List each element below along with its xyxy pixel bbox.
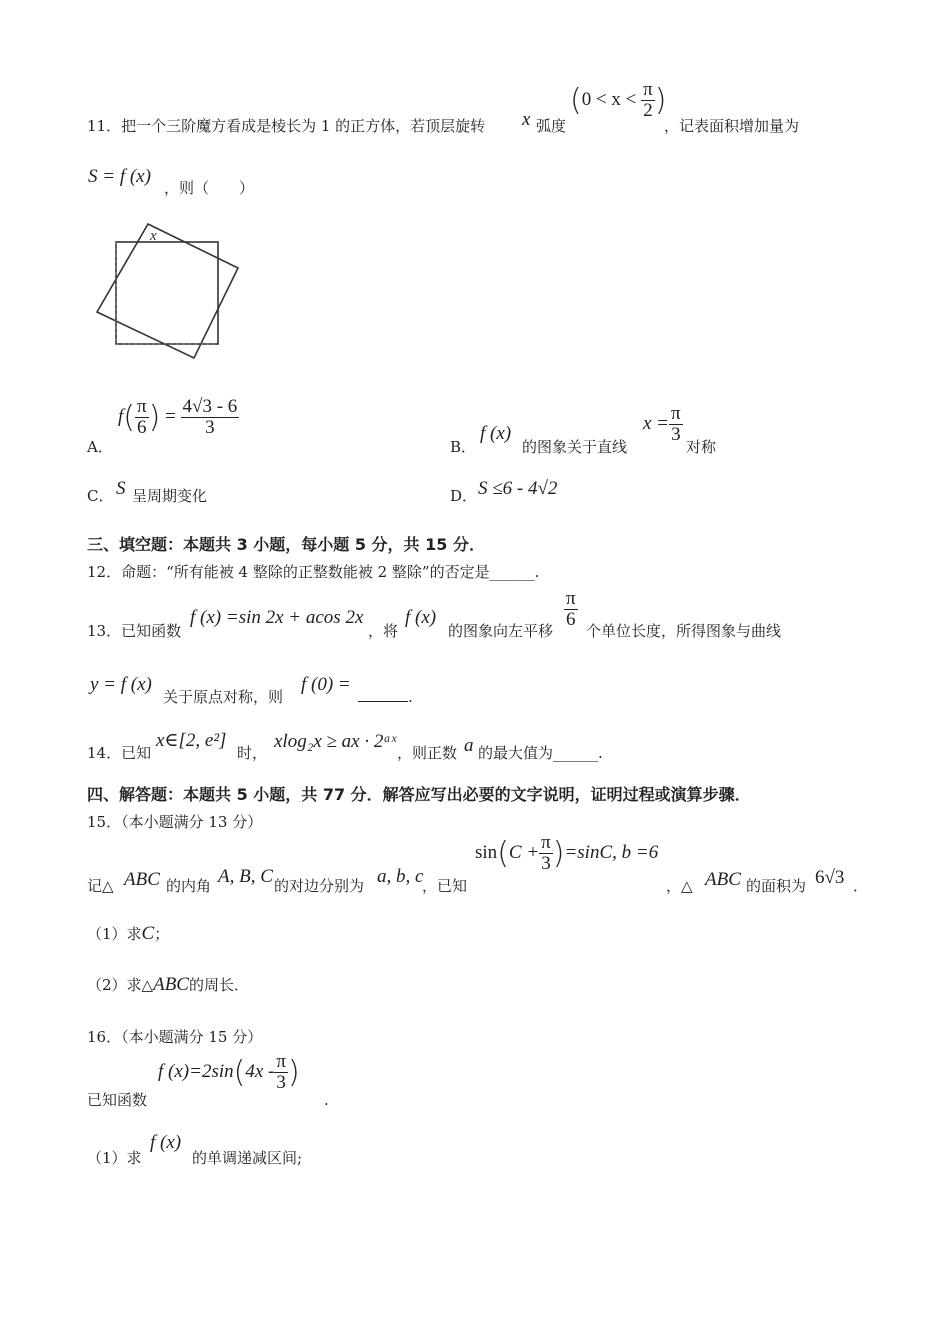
q15-p2 [87, 975, 249, 995]
q15-angles [218, 866, 273, 888]
q15-d: ，已知 [422, 877, 468, 895]
q16-three: 3 [276, 1071, 286, 1093]
q15-condition: sin(C + $\frac{\pi}{3}$ )=sinC, b =6 [475, 832, 659, 874]
q13-tail: . [408, 688, 413, 706]
q13-d: 个单位长度，所得图象与曲线 [586, 622, 782, 640]
q14-domain [156, 729, 226, 752]
q15-ABC-text: ABC [124, 869, 160, 890]
q16-a: 已知函数 [87, 1091, 148, 1109]
q14-a: 14．已知 [87, 744, 152, 762]
opt-A-expr: f( $\frac{\pi}{6}$ ) = $\frac{4√3 - 6}{3}$ [118, 396, 238, 438]
q16-p1-f [150, 1132, 181, 1154]
q13-curve-text: y = f (x) [90, 674, 152, 695]
opt-B-x: x = [643, 412, 670, 434]
q11-range: (0 < x < $\frac{\pi}{2}$ ) [570, 79, 667, 121]
q13-fx [405, 607, 436, 629]
q13-func-text: f (x) =sin 2x + acos 2x [190, 607, 364, 628]
q15-area-text: 6√3 [815, 867, 845, 888]
q11-then: ，则（ ） [164, 179, 255, 197]
q14-ineq-text: xlog₂x ≥ ax · 2ᵃˣ [274, 731, 397, 752]
opt-D-inequality: S ≤6 - 4√2 [478, 478, 558, 499]
q11-line1 [87, 116, 485, 136]
q14-ineq [274, 731, 396, 753]
q15-cond-right: =sinC, b =6 [564, 841, 659, 863]
q15-f: 的面积为 [746, 877, 807, 895]
q15-ABC2 [705, 869, 741, 891]
q16-end: . [324, 1091, 329, 1109]
q16-p1-a: （1）求 [87, 1149, 142, 1167]
q14-a-var [464, 735, 474, 757]
q13-answer [358, 687, 413, 707]
opt-B-label: B． [450, 438, 477, 456]
q15-ABC [124, 869, 160, 891]
section-3-heading: 三、填空题：本题共 3 小题，每小题 5 分，共 15 分． [87, 535, 485, 554]
q11-var-x [522, 109, 530, 131]
q15-head: 15．（本小题满分 13 分） [87, 813, 263, 831]
opt-B-f [480, 423, 511, 445]
q11-range-pi: π [643, 79, 653, 100]
q15-ABC2-text: ABC [705, 869, 741, 890]
q13-shift [564, 589, 578, 630]
q13-f0-text: f (0) = [301, 674, 351, 695]
q16-p1-fx: f (x) [150, 1132, 182, 1153]
q15-area [815, 867, 844, 889]
q15-angles-text: A, B, C [218, 866, 273, 887]
rotated-square [97, 224, 238, 358]
q11-text-a: 把一个三阶魔方看成是棱长为 1 的正方体，若顶层旋转 [121, 117, 486, 135]
opt-A-denominator: 3 [205, 416, 215, 438]
q15-three: 3 [541, 852, 551, 874]
q13-func [190, 607, 363, 629]
q15-p1-C: C [141, 923, 155, 944]
q11-range-text: 0 < x < [581, 88, 637, 110]
opt-A-pi: π [137, 396, 147, 417]
q15-sides [377, 866, 423, 888]
q11-number: 11． [87, 117, 122, 135]
opt-B-pi: π [671, 403, 681, 424]
q15-end: ． [853, 877, 869, 895]
q15-p1 [87, 924, 169, 944]
q12-text: 12．命题：“所有能被 4 整除的正整数能被 2 整除”的否定是______. [87, 563, 540, 581]
opt-D-label: D． [450, 487, 478, 505]
opt-A-numerator: 4√3 - 6 [182, 396, 238, 417]
q11-S-eq [88, 166, 151, 188]
q13-answer-blank[interactable] [358, 687, 408, 702]
opt-A-f: f [118, 405, 124, 427]
q14-a-var-text: a [464, 735, 474, 756]
q11-x: x [522, 109, 531, 130]
opt-A-6: 6 [137, 416, 147, 438]
q14-domain-text: x∈[2, e²] [156, 730, 227, 751]
q13-f0 [301, 674, 351, 696]
opt-B-3: 3 [671, 423, 681, 445]
q15-C-plus: C + [508, 841, 540, 863]
q16-func-text: f (x)=2sin [158, 1060, 234, 1082]
q13-pi: π [566, 588, 576, 609]
q16-p1-b: 的单调递减区间; [192, 1149, 303, 1167]
q11-text-b: 弧度 [536, 117, 567, 135]
q15-sin: sin [475, 841, 498, 863]
opt-B-fx: f (x) [480, 423, 512, 444]
q14-d: 的最大值为______. [478, 744, 603, 762]
q14-b: 时， [237, 744, 268, 762]
q13-b: ，将 [368, 622, 399, 640]
q15-p2-b: 的周长． [188, 976, 249, 994]
q15-p1-a: （1）求 [87, 925, 142, 943]
opt-C-S [116, 478, 126, 500]
q13-fx-text: f (x) [405, 607, 437, 628]
q16-func: f (x)=2sin(4x - $\frac{\pi}{3}$ ) [158, 1051, 300, 1093]
figure-x-label: x [150, 228, 157, 244]
q13-curve [90, 674, 152, 696]
q13-a: 13．已知函数 [87, 622, 182, 640]
q16-pi: π [276, 1051, 286, 1072]
q15-b: 的内角 [166, 877, 212, 895]
opt-C-label: C． [87, 487, 114, 505]
q11-S: S = f (x) [88, 166, 151, 187]
q15-sides-text: a, b, c [377, 866, 424, 887]
cube-rotation-figure [90, 218, 250, 363]
opt-B-text: 的图象关于直线 [522, 438, 628, 456]
q15-pi: π [541, 832, 551, 853]
opt-B-line [643, 404, 683, 445]
opt-D-expr [478, 478, 557, 500]
opt-B-tail: 对称 [686, 438, 717, 456]
section-4-heading: 四、解答题：本题共 5 小题，共 77 分．解答应写出必要的文字说明，证明过程或演算步骤． [87, 785, 751, 804]
q13-e: 关于原点对称，则 [163, 688, 284, 706]
q15-p2-ABC: ABC [153, 974, 189, 995]
opt-A-label: A． [87, 438, 113, 456]
q15-p1-b: ； [154, 925, 170, 943]
opt-C-text: 呈周期变化 [132, 487, 208, 505]
opt-C-S-var: S [116, 478, 126, 499]
q13-c: 的图象向左平移 [448, 622, 554, 640]
q15-a: 记△ [87, 877, 114, 895]
q15-c: 的对边分别为 [274, 877, 365, 895]
q16-head: 16．（本小题满分 15 分） [87, 1028, 263, 1046]
q15-e: ，△ [666, 877, 693, 895]
q15-p2-a: （2）求△ [87, 976, 154, 994]
q16-inner: 4x - [245, 1060, 275, 1082]
q13-six: 6 [566, 608, 576, 630]
q11-text-c: ，记表面积增加量为 [664, 117, 800, 135]
q11-range-two: 2 [643, 99, 653, 121]
q14-c: ，则正数 [397, 744, 458, 762]
